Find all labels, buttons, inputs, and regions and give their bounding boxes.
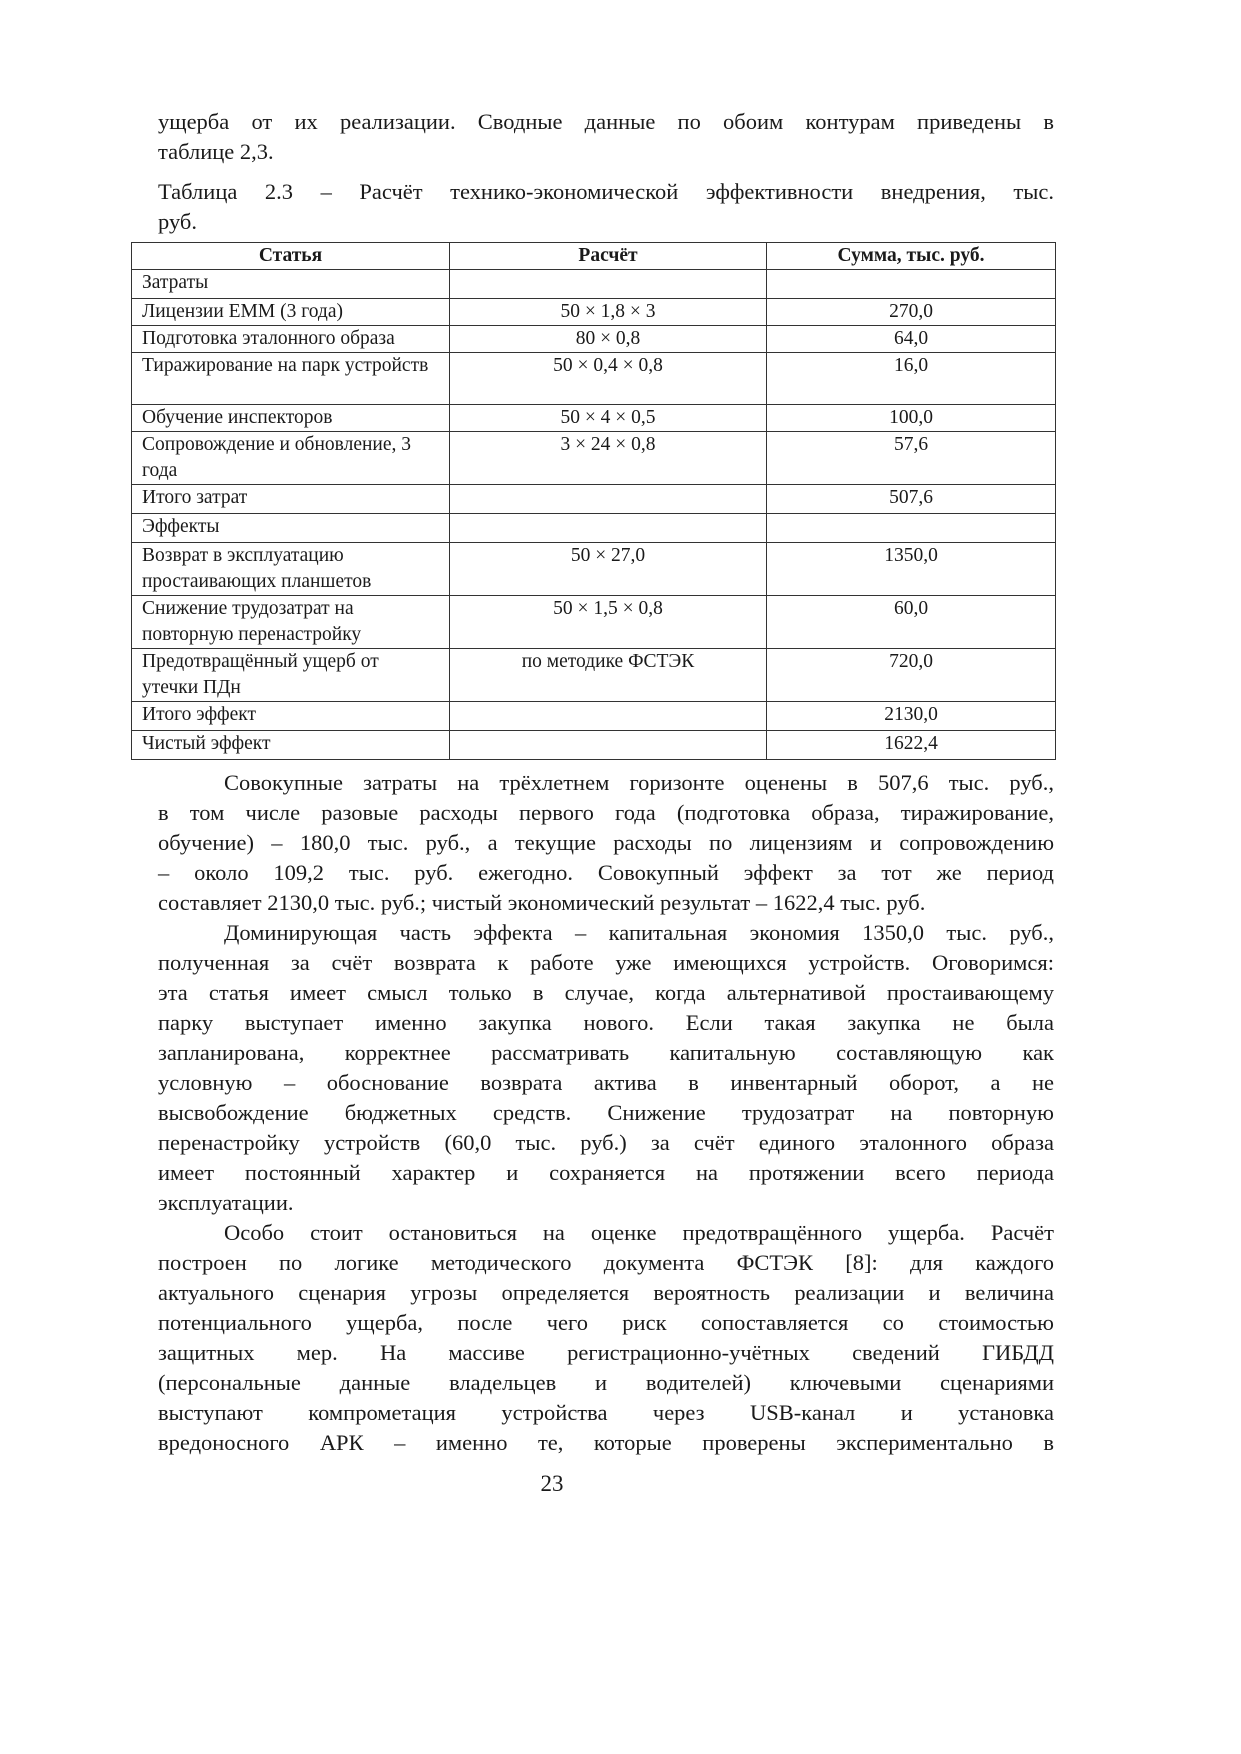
- cell-calc: 50 × 27,0: [450, 543, 767, 596]
- cell-calc: 50 × 1,8 × 3: [450, 299, 767, 326]
- paragraph-line: вредоносного АРК – именно те, которые проверены экспериментально в: [158, 1430, 1054, 1455]
- cell-sum: 507,6: [767, 485, 1056, 514]
- cell-sum: [767, 270, 1056, 299]
- table-header-row: [132, 243, 1056, 270]
- paragraph-line: полученная за счёт возврата к работе уже имеющихся устройств. Оговоримся:: [158, 950, 1054, 975]
- cell-sum: 720,0: [767, 649, 1056, 702]
- paragraph-dominant-effect: [158, 918, 1054, 1218]
- cell-calc: 80 × 0,8: [450, 326, 767, 353]
- cell-calc: [450, 702, 767, 731]
- paragraph-line: эксплуатации.: [158, 1190, 294, 1215]
- paragraph-line: – около 109,2 тыс. руб. ежегодно. Совокупный эффект за тот же период: [158, 860, 1054, 885]
- intro-line-1: ущерба от их реализации. Сводные данные по обоим контурам приведены в: [158, 109, 1054, 134]
- paragraph-line: защитных мер. На массиве регистрационно-учётных сведений ГИБДД: [158, 1340, 1054, 1365]
- cell-sum: 16,0: [767, 353, 1056, 405]
- table-row: [132, 731, 1056, 760]
- cell-calc: 3 × 24 × 0,8: [450, 432, 767, 485]
- paragraph-line: обучение) – 180,0 тыс. руб., а текущие расходы по лицензиям и сопровождению: [158, 830, 1054, 855]
- paragraph-line: парку выступает именно закупка нового. Если такая закупка не была: [158, 1010, 1054, 1035]
- table-row: [132, 543, 1056, 596]
- paragraph-line: построен по логике методического документа ФСТЭК [8]: для каждого: [158, 1250, 1054, 1275]
- cell-calc: по методике ФСТЭК: [450, 649, 767, 702]
- cell-sum: 57,6: [767, 432, 1056, 485]
- paragraph-line: Доминирующая часть эффекта – капитальная экономия 1350,0 тыс. руб.,: [224, 920, 1054, 945]
- cell-sum: 64,0: [767, 326, 1056, 353]
- paragraph-prevented-damage: [158, 1218, 1054, 1458]
- cell-article: Эффекты: [132, 514, 450, 543]
- table-row: [132, 270, 1056, 299]
- cell-calc: [450, 514, 767, 543]
- economic-efficiency-table: [131, 242, 1056, 760]
- paragraph-line: в том числе разовые расходы первого года (подготовка образа, тиражирование,: [158, 800, 1054, 825]
- paragraph-line: потенциального ущерба, после чего риск сопоставляется со стоимостью: [158, 1310, 1054, 1335]
- table-row: [132, 326, 1056, 353]
- paragraph-line: Совокупные затраты на трёхлетнем горизонте оценены в 507,6 тыс. руб.,: [224, 770, 1054, 795]
- paragraph-line: имеет постоянный характер и сохраняется на протяжении всего периода: [158, 1160, 1054, 1185]
- cell-article: Обучение инспекторов: [132, 405, 450, 432]
- cell-sum: [767, 514, 1056, 543]
- cell-calc: [450, 731, 767, 760]
- paragraph-line: (персональные данные владельцев и водителей) ключевыми сценариями: [158, 1370, 1054, 1395]
- cell-sum: 100,0: [767, 405, 1056, 432]
- paragraph-line: перенастройку устройств (60,0 тыс. руб.) за счёт единого эталонного образа: [158, 1130, 1054, 1155]
- cell-article: Предотвращённый ущерб от утечки ПДн: [132, 649, 450, 702]
- cell-article: Лицензии EMM (3 года): [132, 299, 450, 326]
- paragraph-line: составляет 2130,0 тыс. руб.; чистый экономический результат – 1622,4 тыс. руб.: [158, 890, 926, 915]
- table-caption-line-1: Таблица 2.3 – Расчёт технико-экономической эффективности внедрения, тыс.: [158, 179, 1054, 204]
- table-caption: [158, 177, 1054, 237]
- cell-article: Подготовка эталонного образа: [132, 326, 450, 353]
- paragraph-line: актуального сценария угрозы определяется вероятность реализации и величина: [158, 1280, 1054, 1305]
- table-row: [132, 596, 1056, 649]
- table-caption-line-2: руб.: [158, 209, 197, 234]
- table-row: [132, 353, 1056, 405]
- cell-calc: 50 × 4 × 0,5: [450, 405, 767, 432]
- cell-sum: 2130,0: [767, 702, 1056, 731]
- cell-calc: [450, 270, 767, 299]
- paragraph-line: условную – обоснование возврата актива в инвентарный оборот, а не: [158, 1070, 1054, 1095]
- cell-article: Затраты: [132, 270, 450, 299]
- header-calculation: Расчёт: [450, 243, 767, 270]
- paragraph-line: Особо стоит остановиться на оценке предотвращённого ущерба. Расчёт: [224, 1220, 1054, 1245]
- cell-article: Итого эффект: [132, 702, 450, 731]
- cell-calc: 50 × 0,4 × 0,8: [450, 353, 767, 405]
- cell-sum: 270,0: [767, 299, 1056, 326]
- cell-sum: 1622,4: [767, 731, 1056, 760]
- table-row: [132, 299, 1056, 326]
- cell-article: Сопровождение и обновление, 3 года: [132, 432, 450, 485]
- table-row: [132, 405, 1056, 432]
- cell-calc: [450, 485, 767, 514]
- cell-sum: 60,0: [767, 596, 1056, 649]
- paragraph-costs-summary: [158, 768, 1054, 918]
- table-row: [132, 514, 1056, 543]
- cell-sum: 1350,0: [767, 543, 1056, 596]
- header-sum: Сумма, тыс. руб.: [767, 243, 1056, 270]
- paragraph-line: эта статья имеет смысл только в случае, когда альтернативой простаивающему: [158, 980, 1054, 1005]
- cell-article: Снижение трудозатрат на повторную перенастройку: [132, 596, 450, 649]
- paragraph-line: запланирована, корректнее рассматривать капитальную составляющую как: [158, 1040, 1054, 1065]
- paragraph-line: высвобождение бюджетных средств. Снижение трудозатрат на повторную: [158, 1100, 1054, 1125]
- cell-article: Возврат в эксплуатацию простаивающих планшетов: [132, 543, 450, 596]
- page-number: 23: [540, 1471, 564, 1496]
- cell-calc: 50 × 1,5 × 0,8: [450, 596, 767, 649]
- cell-article: Чистый эффект: [132, 731, 450, 760]
- intro-line-2: таблице 2,3.: [158, 139, 274, 164]
- table-row: [132, 649, 1056, 702]
- table-row: [132, 485, 1056, 514]
- cell-article: Итого затрат: [132, 485, 450, 514]
- table-row: [132, 702, 1056, 731]
- cell-article: Тиражирование на парк устройств: [132, 353, 450, 405]
- intro-paragraph: [158, 107, 1054, 167]
- paragraph-line: выступают компрометация устройства через USB-канал и установка: [158, 1400, 1054, 1425]
- table-row: [132, 432, 1056, 485]
- header-article: Статья: [132, 243, 450, 270]
